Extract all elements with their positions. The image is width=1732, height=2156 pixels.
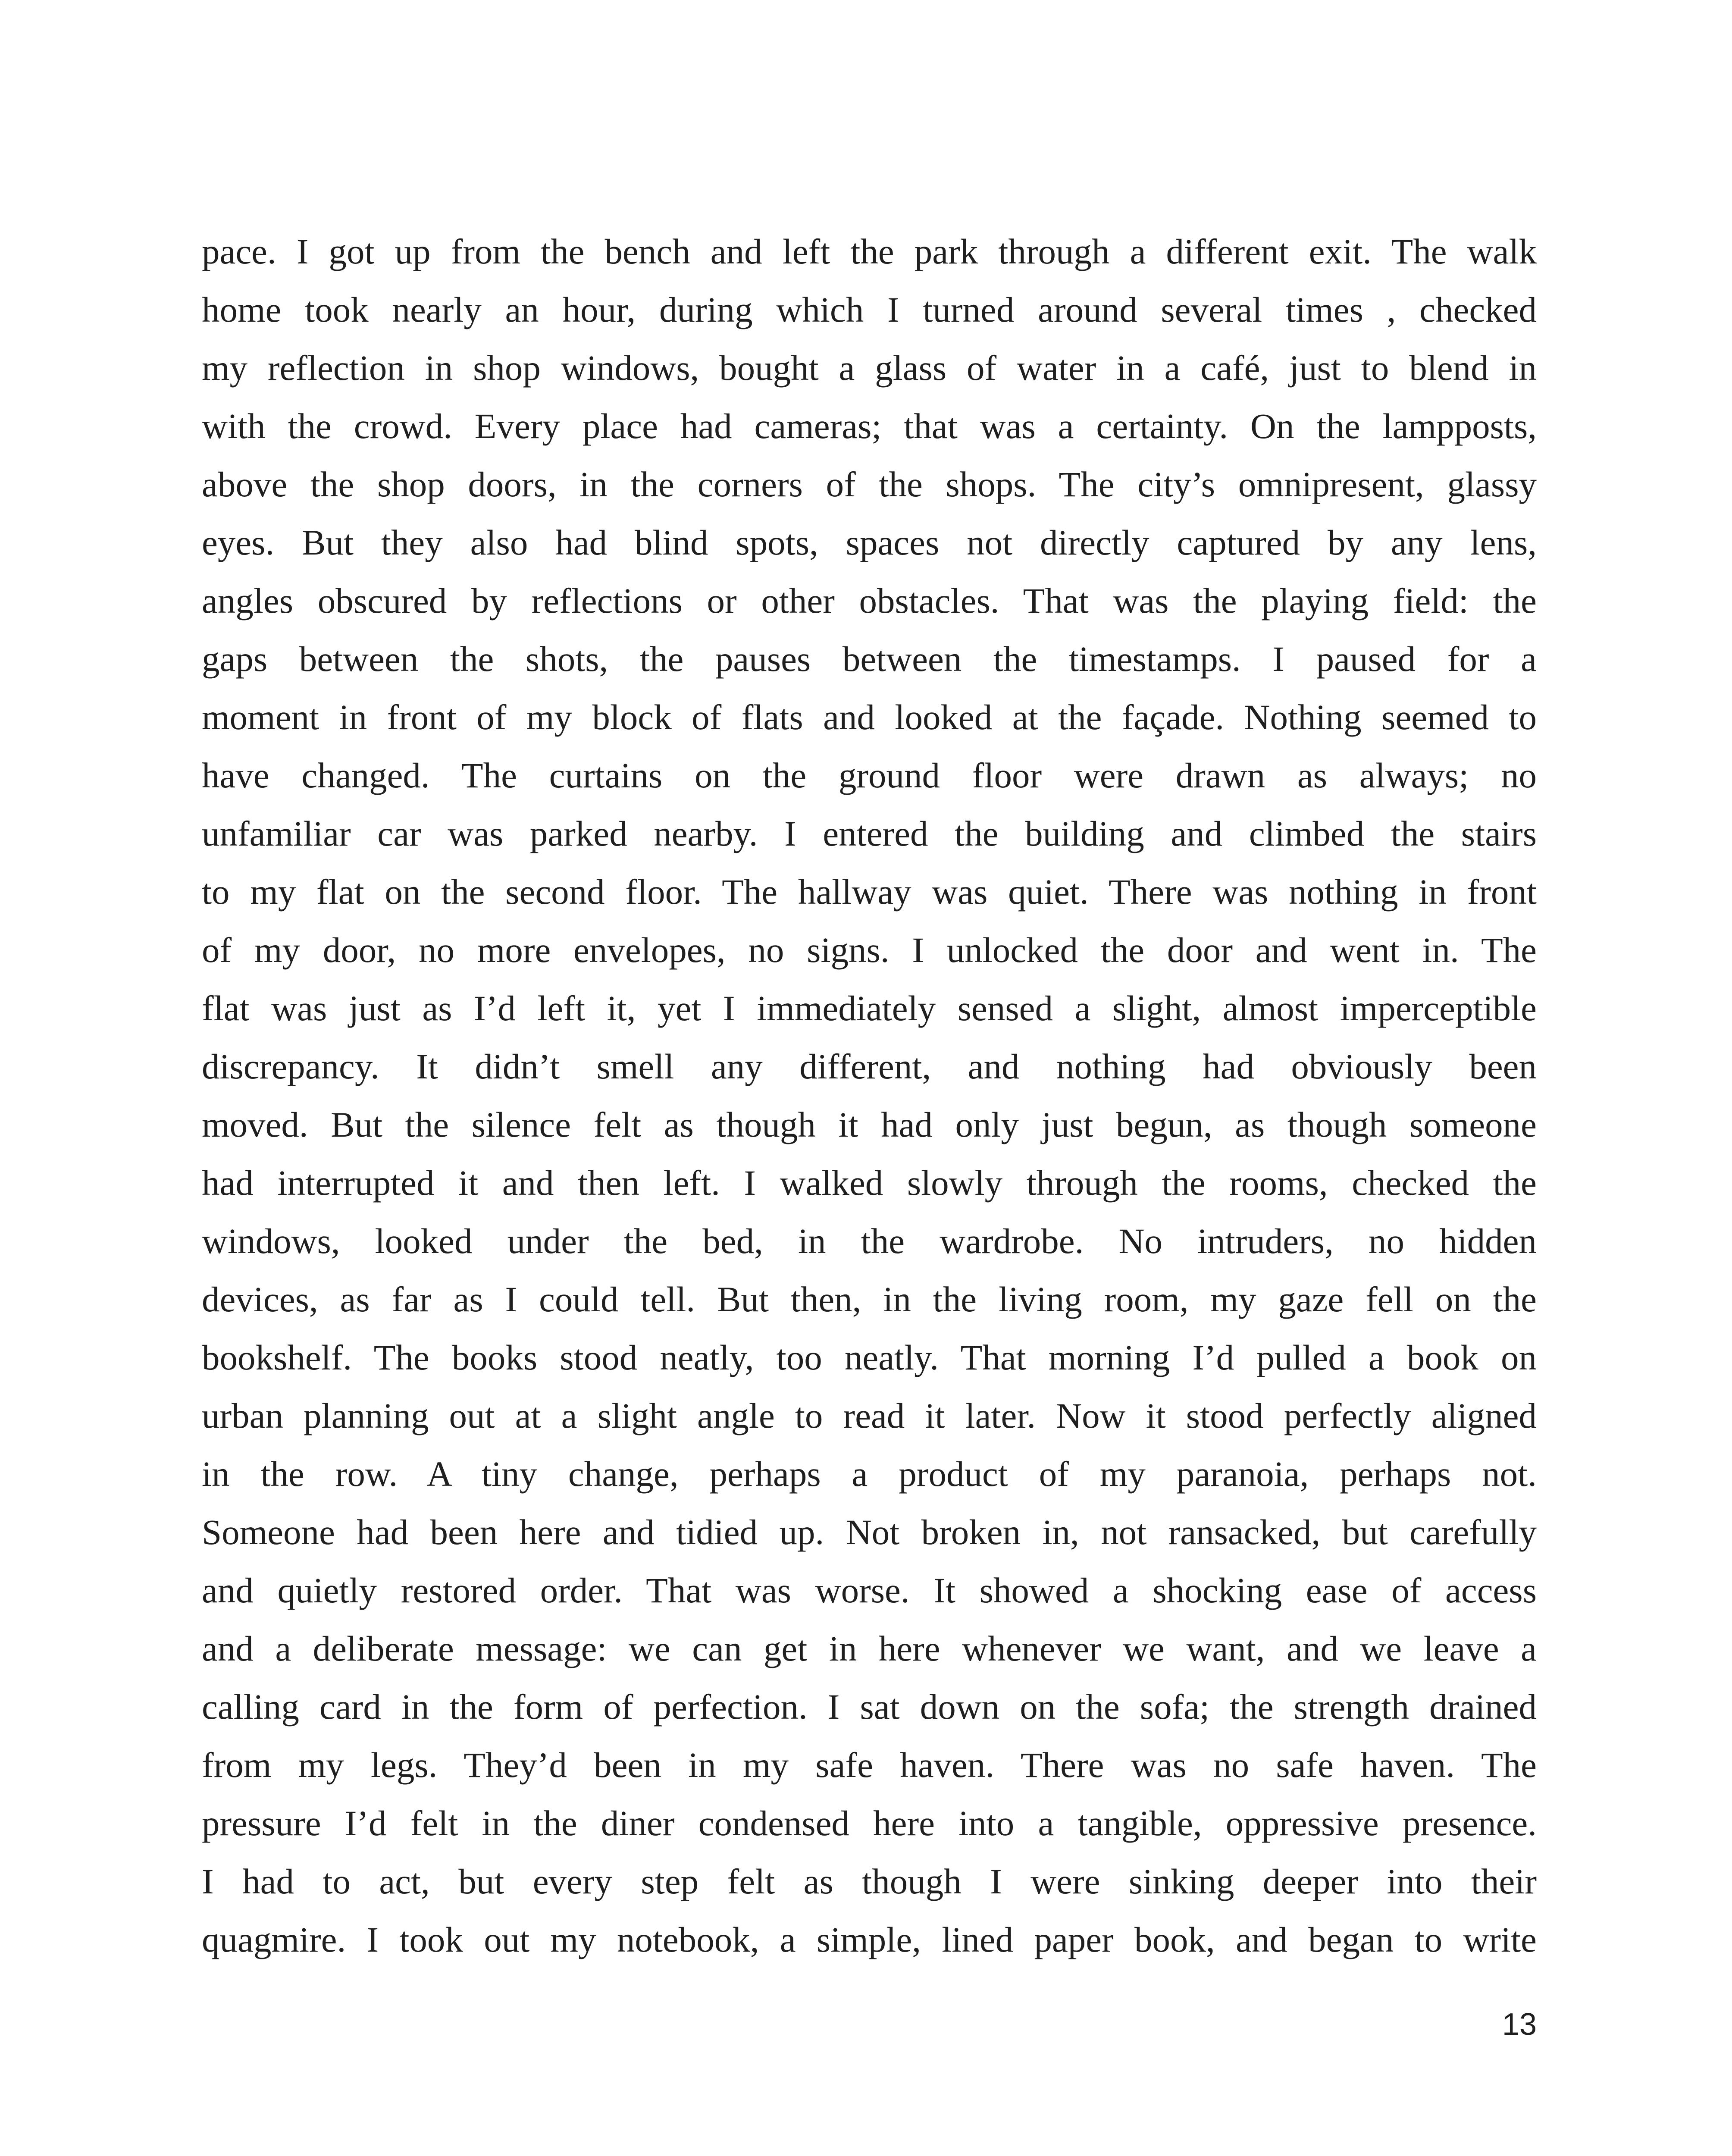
text-line: gaps between the shots, the pauses between the timestamps. I paused for a [202, 639, 1537, 679]
text-line: and quietly restored order. That was worse. It showed a shocking ease of access [202, 1570, 1537, 1610]
text-line: moment in front of my block of flats and looked at the façade. Nothing seemed to [202, 697, 1537, 737]
text-line: angles obscured by reflections or other obstacles. That was the playing field: the [202, 581, 1537, 620]
text-line: I had to act, but every step felt as though I were sinking deeper into their [202, 1861, 1537, 1901]
text-line: in the row. A tiny change, perhaps a product of my paranoia, perhaps not. [202, 1454, 1537, 1494]
text-line: have changed. The curtains on the ground floor were drawn as always; no [202, 755, 1537, 795]
text-line: of my door, no more envelopes, no signs. I unlocked the door and went in. The [202, 930, 1537, 970]
text-line: pressure I’d felt in the diner condensed here into a tangible, oppressive presence. [202, 1803, 1537, 1843]
text-line: home took nearly an hour, during which I turned around several times , checked [202, 290, 1537, 329]
page-number: 13 [1502, 2007, 1537, 2042]
text-line: moved. But the silence felt as though it had only just begun, as though someone [202, 1105, 1537, 1144]
text-line: windows, looked under the bed, in the wardrobe. No intruders, no hidden [202, 1221, 1537, 1261]
text-line: pace. I got up from the bench and left the park through a different exit. The walk [202, 232, 1537, 271]
text-line: my reflection in shop windows, bought a glass of water in a café, just to blend in [202, 348, 1537, 388]
text-line: urban planning out at a slight angle to read it later. Now it stood perfectly aligned [202, 1396, 1537, 1435]
text-line: with the crowd. Every place had cameras; that was a certainty. On the lampposts, [202, 406, 1537, 446]
text-line: from my legs. They’d been in my safe haven. There was no safe haven. The [202, 1745, 1537, 1785]
text-line: bookshelf. The books stood neatly, too neatly. That morning I’d pulled a book on [202, 1338, 1537, 1377]
text-line: devices, as far as I could tell. But then, in the living room, my gaze fell on the [202, 1279, 1537, 1319]
text-line: had interrupted it and then left. I walked slowly through the rooms, checked the [202, 1163, 1537, 1203]
text-line: and a deliberate message: we can get in here whenever we want, and we leave a [202, 1629, 1537, 1668]
text-line: to my flat on the second floor. The hallway was quiet. There was nothing in front [202, 872, 1537, 912]
text-line: above the shop doors, in the corners of the shops. The city’s omnipresent, glassy [202, 464, 1537, 504]
text-line: eyes. But they also had blind spots, spaces not directly captured by any lens, [202, 523, 1537, 562]
text-line: unfamiliar car was parked nearby. I entered the building and climbed the stairs [202, 814, 1537, 853]
text-line: quagmire. I took out my notebook, a simple, lined paper book, and began to write [202, 1920, 1537, 1959]
text-line: calling card in the form of perfection. I sat down on the sofa; the strength drained [202, 1687, 1537, 1727]
text-line: discrepancy. It didn’t smell any different, and nothing had obviously been [202, 1047, 1537, 1086]
text-line: flat was just as I’d left it, yet I immediately sensed a slight, almost imperceptible [202, 988, 1537, 1028]
body-paragraph [202, 222, 1537, 1969]
text-line: Someone had been here and tidied up. Not broken in, not ransacked, but carefully [202, 1512, 1537, 1552]
